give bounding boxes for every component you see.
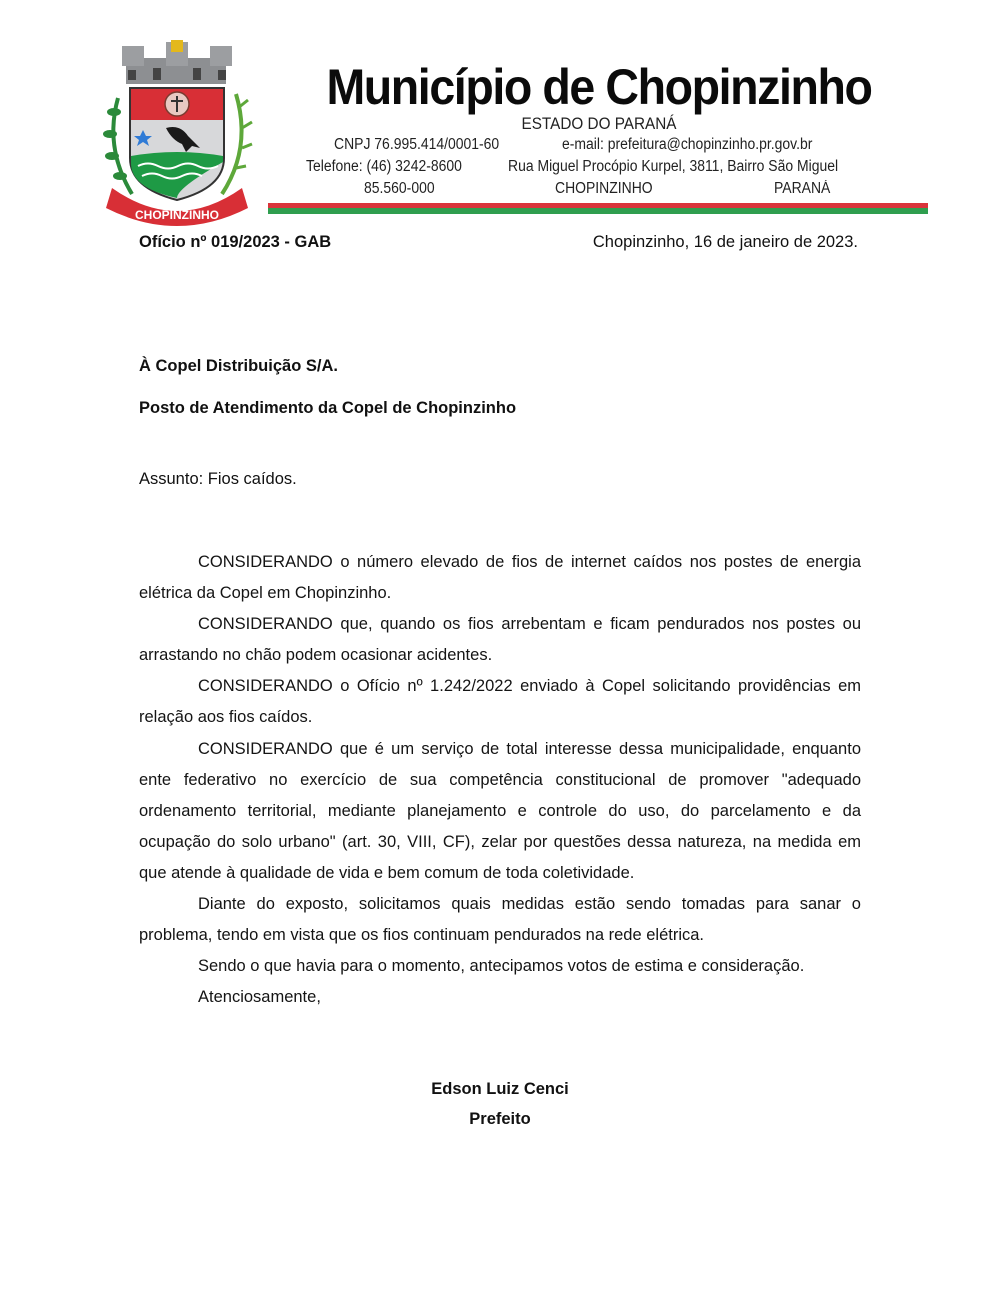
- letterhead: [268, 58, 930, 200]
- signatory-name: Edson Luiz Cenci: [431, 1080, 569, 1098]
- closing: Atenciosamente,: [198, 988, 321, 1007]
- recipient-line-1: À Copel Distribuição S/A.: [139, 357, 338, 375]
- paragraph: CONSIDERANDO que é um serviço de total interesse dessa municipalidade, enquanto ente federativo no exercício de sua competência constitucional de promover "adequado ordenamento territorial, mediante planejamento e controle do uso, do parcelamento e da ocupação do solo urbano" (art. 30, VIII, CF), zelar por questões dessa natureza, na medida em que atende à qualidade de vida e bem comum de toda coletividade.: [139, 739, 861, 882]
- municipality-title: Município de Chopinzinho: [326, 59, 872, 115]
- letterhead-row-3: [268, 178, 930, 200]
- uf: PARANÁ: [774, 180, 831, 197]
- letterhead-row-2: [268, 156, 930, 178]
- letter-body: [139, 547, 861, 1013]
- paragraph: CONSIDERANDO o Ofício nº 1.242/2022 enviado à Copel solicitando providências em relação aos fios caídos.: [139, 677, 861, 727]
- svg-text:CHOPINZINHO: CHOPINZINHO: [135, 208, 219, 222]
- letterhead-row-1: [268, 134, 930, 156]
- paragraph: CONSIDERANDO o número elevado de fios de internet caídos nos postes de energia elétrica da Copel em Chopinzinho.: [139, 553, 861, 603]
- cep: 85.560-000: [364, 180, 435, 197]
- city: CHOPINZINHO: [555, 180, 653, 197]
- email: e-mail: prefeitura@chopinzinho.pr.gov.br: [562, 136, 813, 153]
- cnpj: CNPJ 76.995.414/0001-60: [334, 136, 500, 153]
- place-and-date: Chopinzinho, 16 de janeiro de 2023.: [592, 233, 858, 251]
- phone: Telefone: (46) 3242-8600: [306, 158, 462, 175]
- signatory-title: Prefeito: [469, 1110, 531, 1128]
- state-name: ESTADO DO PARANÁ: [521, 114, 677, 133]
- paragraph: Diante do exposto, solicitamos quais medidas estão sendo tomadas para sanar o problema, tendo em vista que os fios continuam pendurados na rede elétrica.: [139, 895, 861, 945]
- address: Rua Miguel Procópio Kurpel, 3811, Bairro São Miguel: [508, 158, 839, 175]
- subject-line: Assunto: Fios caídos.: [139, 470, 297, 488]
- letterhead-divider-stripe: [268, 203, 928, 215]
- recipient-line-2: Posto de Atendimento da Copel de Chopinzinho: [139, 399, 517, 417]
- paragraph: CONSIDERANDO que, quando os fios arrebentam e ficam pendurados nos postes ou arrastando no chão podem ocasionar acidentes.: [139, 615, 861, 665]
- paragraph: Sendo o que havia para o momento, antecipamos votos de estima e consideração.: [198, 957, 805, 976]
- municipal-coat-of-arms-icon: [98, 38, 256, 228]
- document-reference: Ofício nº 019/2023 - GAB: [139, 233, 332, 251]
